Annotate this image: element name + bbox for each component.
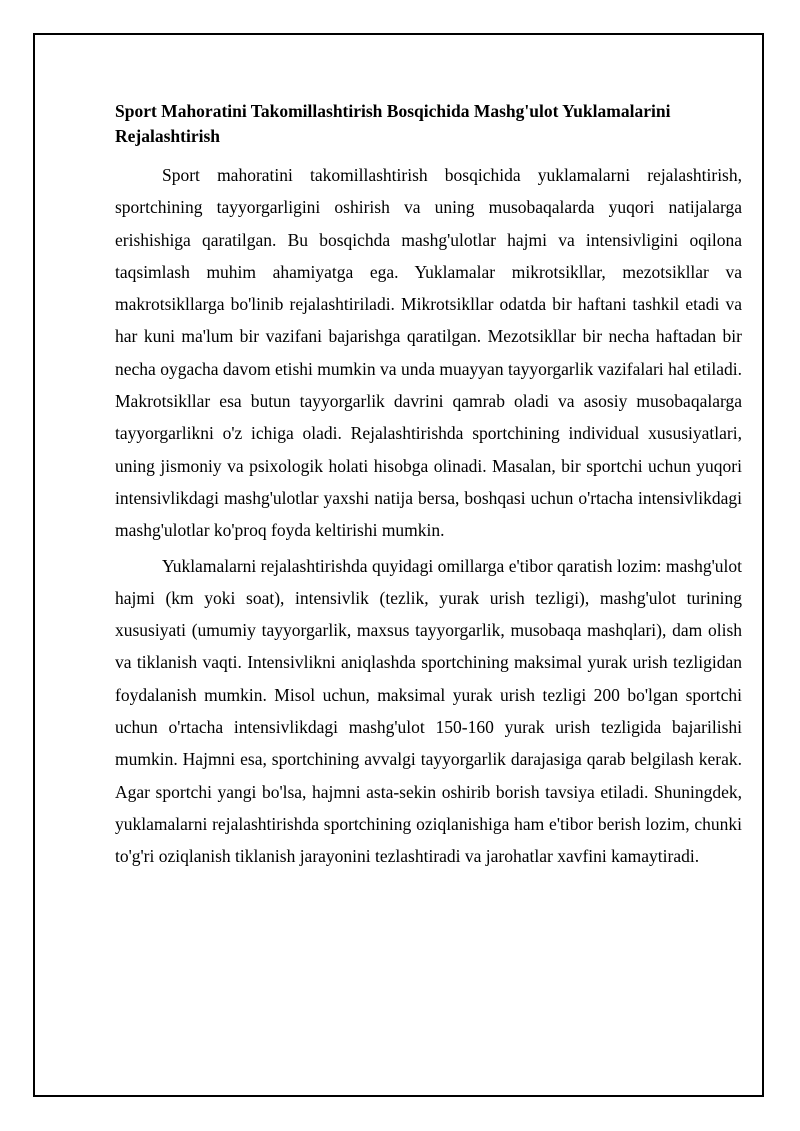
document-body <box>115 99 742 876</box>
document-title: Sport Mahoratini Takomillashtirish Bosqichida Mashg'ulot Yuklamalarini Rejalashtirish <box>115 101 671 146</box>
paragraph-1: Sport mahoratini takomillashtirish bosqichida yuklamalarni rejalashtirish, sportchining tayyorgarligini oshirish va uning musobaqalarda yuqori natijalarga erishishiga qaratilgan. Bu bosqichda mashg'ulotlar hajmi va intensivligini oqilona taqsimlash muhim ahamiyatga ega. Yuklamalar mikrotsikllar, mezotsikllar va makrotsikllarga bo'linib rejalashtiriladi. Mikrotsikllar odatda bir haftani tashkil etadi va har kuni ma'lum bir vazifani bajarishga qaratilgan. Mezotsikllar bir necha haftadan bir necha oygacha davom etishi mumkin va unda muayyan tayyorgarlik vazifalari hal etiladi. Makrotsikllar esa butun tayyorgarlik davrini qamrab oladi va asosiy musobaqalarga tayyorgarlikni o'z ichiga oladi. Rejalashtirishda sportchining individual xususiyatlari, uning jismoniy va psixologik holati hisobga olinadi. Masalan, bir sportchi uchun yuqori intensivlikdagi mashg'ulotlar yaxshi natija bersa, boshqasi uchun o'rtacha intensivlikdagi mashg'ulotlar ko'proq foyda keltirishi mumkin. <box>115 165 742 541</box>
paragraph-2: Yuklamalarni rejalashtirishda quyidagi omillarga e'tibor qaratish lozim: mashg'ulot hajmi (km yoki soat), intensivlik (tezlik, yurak urish tezligi), mashg'ulot turining xususiyati (umumiy tayyorgarlik, maxsus tayyorgarlik, musobaqa mashqlari), dam olish va tiklanish vaqti. Intensivlikni aniqlashda sportchining maksimal yurak urish tezligidan foydalanish mumkin. Misol uchun, maksimal yurak urish tezligi 200 bo'lgan sportchi uchun o'rtacha intensivlikdagi mashg'ulot 150-160 yurak urish tezligida bajarilishi mumkin. Hajmni esa, sportchining avvalgi tayyorgarlik darajasiga qarab belgilash kerak. Agar sportchi yangi bo'lsa, hajmni asta-sekin oshirib borish tavsiya etiladi. Shuningdek, yuklamalarni rejalashtirishda sportchining oziqlanishiga ham e'tibor berish lozim, chunki to'g'ri oziqlanish tiklanish jarayonini tezlashtiradi va jarohatlar xavfini kamaytiradi. <box>115 555 742 867</box>
